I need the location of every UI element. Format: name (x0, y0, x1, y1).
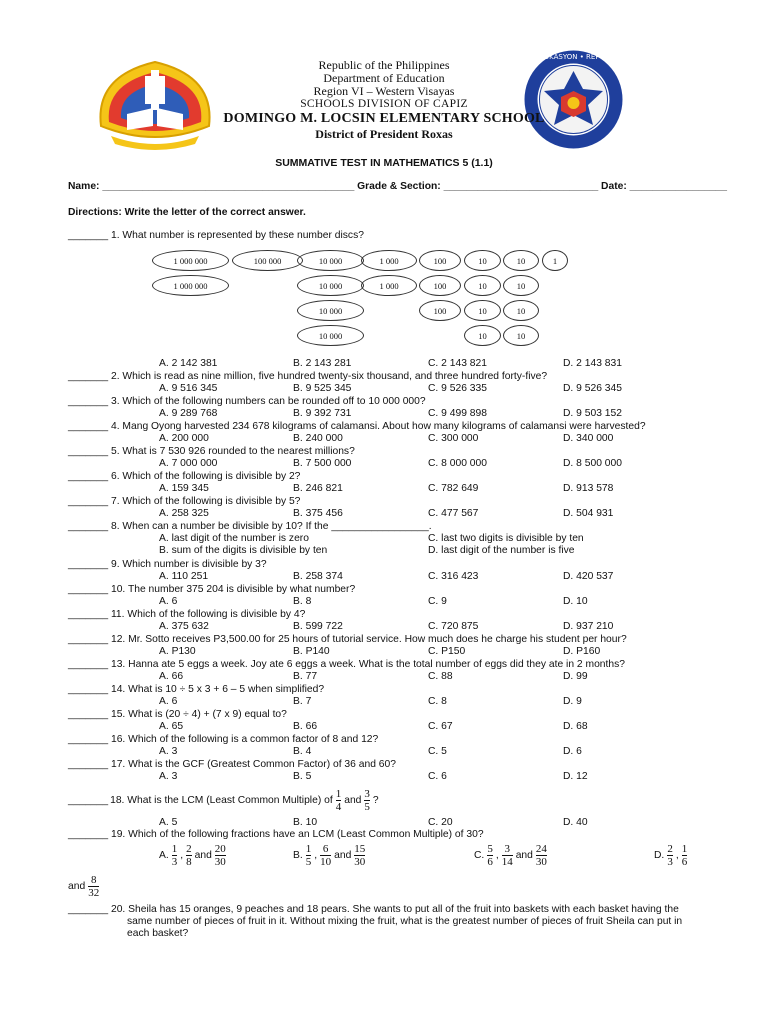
comma: , (495, 850, 499, 861)
number-disc: 10 000 (297, 275, 364, 296)
option-c: C. 9 499 898 (428, 408, 487, 419)
option-c: C. 9 526 335 (428, 383, 487, 394)
number-disc: 1 (542, 250, 568, 271)
option-a: A. 3 (159, 746, 178, 757)
option-d: D. 9 526 345 (563, 383, 622, 394)
number-disc: 1 000 (361, 250, 417, 271)
option-d: D. 68 (563, 721, 588, 732)
numerator: 6 (322, 843, 329, 855)
fraction (536, 843, 547, 868)
question-20-line-3: each basket? (127, 928, 189, 939)
fraction (320, 843, 331, 868)
option-a: A. 9 289 768 (159, 408, 218, 419)
and-text: and (68, 881, 86, 892)
question-text: 4. Mang Oyong harvested 234 678 kilograms of calamansi. About how many kilograms of calamansi were harvested? (110, 421, 646, 432)
option-b: B. sum of the digits is divisible by ten (159, 545, 328, 556)
question-text: 3. Which of the following numbers can be rounded off to 10 000 000? (110, 396, 426, 407)
fraction (682, 843, 688, 868)
answer-blank: _______ (68, 759, 109, 770)
denominator: 10 (320, 856, 332, 868)
answer-blank: _______ (68, 634, 109, 645)
option-b: B. 375 456 (293, 508, 343, 519)
numerator: 1 (335, 788, 342, 800)
student-info-line: Name: ____________________________________________ Grade & Section: ___________________________ Date: _________________ (68, 181, 728, 192)
option-a: A. 5 (159, 817, 178, 828)
answer-blank: _______ (68, 446, 109, 457)
fraction (667, 843, 673, 868)
option-c: C. 782 649 (428, 483, 479, 494)
number-disc: 10 (503, 300, 539, 321)
number-disc: 10 (464, 300, 501, 321)
question-19 (68, 829, 484, 841)
numerator: 1 (171, 843, 178, 855)
question-text: 5. What is 7 530 926 rounded to the nearest millions? (110, 446, 355, 457)
fraction (502, 843, 513, 868)
answer-blank: _______ (68, 734, 109, 745)
option-d: D. 8 500 000 (563, 458, 622, 469)
answer-blank: _______ (68, 904, 109, 915)
option-d: D. 12 (563, 771, 588, 782)
option-b: B. 240 000 (293, 433, 343, 444)
number-disc: 100 (419, 300, 461, 321)
question-item (68, 584, 355, 596)
number-disc: 10 000 (297, 300, 364, 321)
answer-blank: _______ (68, 471, 109, 482)
option-b: B. 5 (293, 771, 312, 782)
denominator: 6 (681, 856, 688, 868)
option-a: A. 6 (159, 596, 178, 607)
question-text: 18. What is the LCM (Least Common Multiple) of (110, 795, 333, 806)
option-c: C. 20 (428, 817, 453, 828)
option-c: C. 477 567 (428, 508, 479, 519)
question-item (68, 559, 267, 571)
option-d: D. 420 537 (563, 571, 614, 582)
numerator: 3 (364, 788, 370, 800)
numerator: 24 (535, 843, 547, 855)
question-item (68, 634, 627, 646)
comma: , (314, 850, 318, 861)
option-b: B. 9 392 731 (293, 408, 352, 419)
option-c: C. 300 000 (428, 433, 479, 444)
number-disc: 100 000 (232, 250, 303, 271)
directions: Directions: Write the letter of the correct answer. (68, 207, 306, 218)
option-a: A. P130 (159, 646, 196, 657)
question-text: 13. Hanna ate 5 eggs a week. Joy ate 6 eggs a week. What is the total number of eggs did they ate in 2 months? (110, 659, 625, 670)
number-disc: 10 000 (297, 250, 364, 271)
denominator: 8 (186, 856, 192, 868)
option-b: B. 7 (293, 696, 312, 707)
question-18 (68, 788, 379, 813)
option-letter: C. (474, 850, 485, 861)
option-d (654, 843, 688, 868)
option-b (293, 843, 366, 868)
question-item (68, 421, 646, 433)
numerator: 1 (681, 843, 688, 855)
question-1 (68, 230, 364, 242)
question-text: 6. Which of the following is divisible by 2? (110, 471, 301, 482)
option-b: B. 258 374 (293, 571, 343, 582)
option-a: A. 159 345 (159, 483, 209, 494)
question-text: 10. The number 375 204 is divisible by what number? (110, 584, 356, 595)
option-a: A. last digit of the number is zero (159, 533, 309, 544)
answer-blank: _______ (68, 496, 109, 507)
number-disc: 10 (503, 250, 539, 271)
option-d: D. 2 143 831 (563, 358, 622, 369)
option-d: D. 937 210 (563, 621, 614, 632)
fraction (487, 843, 493, 868)
option-letter: B. (293, 850, 303, 861)
fraction (364, 788, 370, 813)
seal-text: KAGAWARAN NG EDUKASYON • REPUBLIKA NG PILIPINAS (474, 53, 673, 61)
option-d: D. 6 (563, 746, 582, 757)
option-letter: A. (159, 850, 169, 861)
denominator: 5 (305, 856, 312, 868)
option-c (474, 843, 548, 868)
question-item (68, 471, 300, 483)
question-text: 1. What number is represented by these number discs? (110, 230, 364, 241)
question-text: 12. Mr. Sotto receives P3,500.00 for 25 hours of tutorial service. How much does he charge his student per hour? (110, 634, 627, 645)
denominator: 30 (535, 856, 547, 868)
question-text: 14. What is 10 ÷ 5 x 3 + 6 – 5 when simplified? (110, 684, 325, 695)
and-text: and (334, 850, 352, 861)
option-a: A. 110 251 (159, 571, 209, 582)
option-b: B. 246 821 (293, 483, 343, 494)
numerator: 20 (214, 843, 226, 855)
option-b: B. 599 722 (293, 621, 343, 632)
numerator: 2 (667, 843, 673, 855)
option-c: C. 67 (428, 721, 453, 732)
question-text: 2. Which is read as nine million, five hundred twenty-six thousand, and three hundred forty-five? (110, 371, 548, 382)
option-d-continued (68, 874, 100, 899)
header-district: District of President Roxas (315, 127, 453, 141)
denominator: 14 (501, 856, 513, 868)
denominator: 30 (214, 856, 226, 868)
number-disc: 10 (464, 275, 501, 296)
option-b: B. 77 (293, 671, 318, 682)
numerator: 5 (487, 843, 493, 855)
header-region: Region VI – Western Visayas (313, 84, 455, 98)
and-text: and (194, 850, 212, 861)
question-text: 19. Which of the following fractions have an LCM (Least Common Multiple) of 30? (110, 829, 484, 840)
option-d: D. last digit of the number is five (428, 545, 575, 556)
numerator: 2 (186, 843, 192, 855)
number-disc: 100 (419, 250, 461, 271)
header-republic: Republic of the Philippines (318, 58, 450, 72)
option-c: C. 5 (428, 746, 447, 757)
header-division: SCHOOLS DIVISION OF CAPIZ (300, 98, 468, 110)
number-disc: 10 (464, 325, 501, 346)
option-c: C. 2 143 821 (428, 358, 487, 369)
answer-blank: _______ (68, 230, 109, 241)
option-a: A. 65 (159, 721, 184, 732)
denominator: 3 (171, 856, 178, 868)
question-text: 16. Which of the following is a common factor of 8 and 12? (110, 734, 379, 745)
numerator: 3 (504, 843, 510, 855)
answer-blank: _______ (68, 584, 109, 595)
question-20 (68, 904, 679, 916)
option-c: C. 9 (428, 596, 447, 607)
option-c: C. 316 423 (428, 571, 479, 582)
option-d: D. P160 (563, 646, 601, 657)
fraction (336, 788, 342, 813)
option-b: B. 8 (293, 596, 312, 607)
question-item (68, 396, 426, 408)
question-item (68, 659, 625, 671)
and-text: and (515, 850, 533, 861)
denominator: 30 (354, 856, 366, 868)
option-d: D. 340 000 (563, 433, 614, 444)
header-school: DOMINGO M. LOCSIN ELEMENTARY SCHOOL (223, 111, 545, 126)
denominator: 3 (667, 856, 673, 868)
and-text: and (344, 795, 362, 806)
option-d: D. 9 503 152 (563, 408, 622, 419)
question-item (68, 684, 324, 696)
number-disc: 10 000 (297, 325, 364, 346)
question-item (68, 609, 305, 621)
option-d: D. 40 (563, 817, 588, 828)
answer-blank: _______ (68, 371, 109, 382)
question-text: 20. Sheila has 15 oranges, 9 peaches and 18 pears. She wants to put all of the fruit into baskets with each basket having the (110, 904, 679, 915)
fraction (354, 843, 365, 868)
question-text: 9. Which number is divisible by 3? (110, 559, 267, 570)
question-8 (68, 521, 432, 533)
option-letter: D. (654, 850, 665, 861)
option-b: B. 9 525 345 (293, 383, 352, 394)
answer-blank: _______ (68, 709, 109, 720)
number-disc: 100 (419, 275, 461, 296)
option-c: C. 8 000 000 (428, 458, 487, 469)
option-a: A. 6 (159, 696, 178, 707)
question-item (68, 496, 300, 508)
fraction (215, 843, 226, 868)
option-a: A. 258 325 (159, 508, 209, 519)
option-d: D. 99 (563, 671, 588, 682)
number-disc: 1 000 000 (152, 275, 229, 296)
answer-blank: _______ (68, 609, 109, 620)
numerator: 1 (305, 843, 312, 855)
answer-blank: _______ (68, 396, 109, 407)
answer-blank: _______ (68, 559, 109, 570)
comma: , (675, 850, 679, 861)
comma: , (180, 850, 184, 861)
option-c: C. 88 (428, 671, 453, 682)
option-b: B. 7 500 000 (293, 458, 352, 469)
denominator: 4 (335, 801, 342, 813)
fraction (186, 843, 192, 868)
option-d: D. 913 578 (563, 483, 614, 494)
fraction (88, 874, 99, 899)
number-disc: 10 (464, 250, 501, 271)
question-text: 11. Which of the following is divisible by 4? (110, 609, 306, 620)
question-item (68, 759, 396, 771)
option-a: A. 9 516 345 (159, 383, 218, 394)
option-d: D. 9 (563, 696, 582, 707)
question-item (68, 446, 355, 458)
option-b: B. 2 143 281 (293, 358, 352, 369)
denominator: 6 (487, 856, 493, 868)
denominator: 32 (88, 887, 100, 899)
question-item (68, 709, 287, 721)
number-disc: 10 (503, 325, 539, 346)
answer-blank: _______ (68, 659, 109, 670)
answer-blank: _______ (68, 421, 109, 432)
question-mark: ? (372, 795, 379, 806)
fraction (172, 843, 178, 868)
question-item (68, 371, 547, 383)
question-20-line-2: same number of pieces of fruit in it. Without mixing the fruit, what is the greatest number of pieces of fruit Sheila can put in (127, 916, 683, 927)
header-department: Department of Education (323, 71, 445, 85)
test-title: SUMMATIVE TEST IN MATHEMATICS 5 (1.1) (275, 157, 493, 169)
number-disc: 1 000 (361, 275, 417, 296)
option-a: A. 200 000 (159, 433, 209, 444)
question-text: 7. Which of the following is divisible by 5? (110, 496, 301, 507)
option-c: C. 8 (428, 696, 447, 707)
number-disc: 1 000 000 (152, 250, 229, 271)
option-a: A. 375 632 (159, 621, 209, 632)
fraction (306, 843, 312, 868)
option-d: D. 10 (563, 596, 588, 607)
question-text: 8. When can a number be divisible by 10? If the _________________. (110, 521, 432, 532)
numerator: 15 (354, 843, 366, 855)
number-disc: 10 (503, 275, 539, 296)
option-a: A. 7 000 000 (159, 458, 218, 469)
option-a: A. 66 (159, 671, 184, 682)
option-b: B. P140 (293, 646, 330, 657)
option-d: D. 504 931 (563, 508, 614, 519)
option-b: B. 10 (293, 817, 318, 828)
answer-blank: _______ (68, 795, 109, 806)
option-a: A. 3 (159, 771, 178, 782)
numerator: 8 (90, 874, 97, 886)
option-a (159, 843, 227, 868)
answer-blank: _______ (68, 521, 109, 532)
answer-blank: _______ (68, 684, 109, 695)
question-text: 15. What is (20 ÷ 4) + (7 x 9) equal to? (110, 709, 287, 720)
option-c: C. 6 (428, 771, 447, 782)
option-b: B. 66 (293, 721, 318, 732)
answer-blank: _______ (68, 829, 109, 840)
denominator: 5 (364, 801, 370, 813)
option-c: C. P150 (428, 646, 466, 657)
option-c: C. 720 875 (428, 621, 479, 632)
option-a: A. 2 142 381 (159, 358, 218, 369)
option-b: B. 4 (293, 746, 312, 757)
question-text: 17. What is the GCF (Greatest Common Factor) of 36 and 60? (110, 759, 396, 770)
question-item (68, 734, 378, 746)
option-c: C. last two digits is divisible by ten (428, 533, 584, 544)
